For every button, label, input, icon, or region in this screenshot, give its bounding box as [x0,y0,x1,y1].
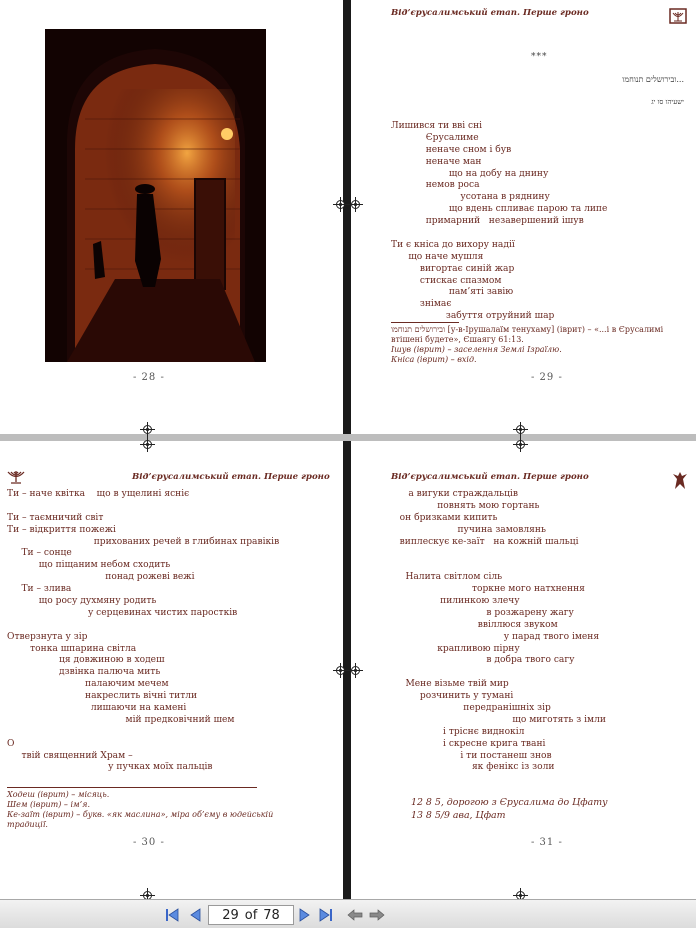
poem-line: немов роса [391,180,480,191]
poem-line: Мене візьме твій мир [391,679,509,690]
poem-line: і тріснє виднокіл [391,726,525,737]
running-header: Від’єрусалимський етап. Перше гроно [391,472,589,482]
poem-line: дзвінка палюча мить [7,667,161,678]
next-page-button[interactable] [296,906,314,924]
page-number-28: - 28 - [133,372,165,383]
poem-line: що вдень спливає парою та липе [391,204,608,215]
poem-line: тонка шпарина світла [7,643,137,654]
poem-line: прихованих речей в глибинах правіків [7,536,280,547]
poem-line: усотана в ряднину [391,192,550,203]
poem-line: і скресне крига твані [391,738,546,749]
poem-line: пучина замовлянь [391,524,546,535]
footnote-1: Ходеш (іврит) – місяць. [7,790,110,799]
page-28 [0,0,343,434]
footnotes [391,322,681,365]
poem-line: твій священний Храм – [7,750,133,761]
poem-text [391,121,607,323]
poem-line: виплескує ке-заїт на кожній шальці [391,536,579,547]
poem-line: в добра твого сагу [391,655,575,666]
poem-line: Ти – злива [7,584,72,595]
epigraph-source: ישעיהו סו יג [651,98,684,106]
epigraph-hebrew: ...ובירושלים תנוחמו [622,75,684,84]
poem-line: стискає спазмом [391,275,502,286]
poem-line: забуття отруйний шар [391,311,555,322]
page-number-31: - 31 - [531,837,563,848]
poem-line: що росу духмяну родить [7,596,157,607]
poem-line: пилинкою злечу [391,596,520,607]
poem-line: знімає [391,299,452,310]
footnote-2: Шем (іврит) – ім’я. [7,800,91,809]
archway-illustration [45,29,266,362]
poem-line: у парад твого іменя [391,631,600,642]
poem-line: неначе ман [391,156,482,167]
poem-line: Отверзнута у зір [7,631,88,642]
next-page-icon [296,906,314,924]
poem-line: і ти постанеш знов [391,750,552,761]
photo-archway [45,29,266,362]
poem-line: повнять мою гортань [391,500,540,511]
poem-line [391,560,606,572]
footnote-1: ובירושלים תנוחמו [у-в-Ірушалаїм тенухаму] (іврит) – «...і в Єрусалимі втішені будете», Єшаягу 61:13. [391,325,664,344]
page-31 [351,441,696,899]
poem-line: що піщаним небом сходить [7,560,171,571]
running-header: Від’єрусалимський етап. Перше гроно [132,472,330,482]
poem-line: ввіллюся звуком [391,619,558,630]
poem-line: накреслить вічні титли [7,691,198,702]
first-page-button[interactable] [163,906,181,924]
forward-arrow-icon [368,906,386,924]
previous-page-icon [186,906,204,924]
forward-view-button[interactable] [368,906,386,924]
registration-mark [336,666,345,675]
poem-line: у пучках моїх пальців [7,762,213,773]
horizontal-gutter [0,434,696,441]
registration-mark [143,425,152,434]
poem-line: що наче мушля [391,251,484,262]
figure-ornament-icon [671,469,689,491]
menorah-icon [6,469,26,485]
poem-line [7,620,279,632]
running-header: Від’єрусалимський етап. Перше гроно [391,8,589,18]
total-pages: 78 [263,907,280,923]
menorah-ornament-icon [669,8,687,24]
back-arrow-icon [346,906,364,924]
poem-line: вигортає синій жар [391,263,515,274]
poem-line: Ти – відкриття пожежі [7,524,116,535]
poem-line: понад рожеві вежі [7,572,195,583]
registration-mark [351,666,360,675]
poem-line: передранішніх зір [391,703,551,714]
registration-mark [143,440,152,449]
last-page-button[interactable] [317,906,335,924]
date-place-2: 13 8 5/9 ава, Цфат [411,810,506,821]
poem-line: палаючим мечем [7,679,169,690]
poem-line [7,727,279,739]
date-place-1: 12 8 5, дорогою з Єрусалима до Цфату [411,797,608,808]
registration-mark [516,440,525,449]
poem-line: Лишився ти вві сні [391,121,483,131]
poem-line: ця довжиною в ходеш [7,655,165,666]
vertical-gutter [343,0,351,899]
footnote-3: Кніса (іврит) – вхід. [391,355,477,364]
page-number-30: - 30 - [133,837,165,848]
footnotes [7,787,307,830]
poem-line [391,667,606,679]
poem-line: а вигуки страждальців [391,489,518,499]
poem-line: О [7,738,15,749]
poem-line: Ти – сонце [7,548,72,559]
last-page-icon [317,906,335,924]
poem-line: лишаючи на камені [7,703,187,714]
poem-line: Єрусалиме [391,132,479,143]
page-29 [351,0,696,434]
poem-line: мій предковічний шем [7,714,235,725]
poem-line: Ти – таємничий світ [7,512,104,523]
poem-line: Ти є кніса до вихору надії [391,239,515,250]
navigation-toolbar [0,899,696,928]
poem-line [391,228,607,240]
poem-text [7,489,279,774]
page-number-29: - 29 - [531,372,563,383]
footnote-3: Ке-заїт (іврит) – букв. «як маслина», міра об’єму в юдейській традиції. [7,810,274,829]
poem-line: як фенікс із золи [391,762,555,773]
first-page-icon [163,906,181,924]
poem-line: що на добу на днину [391,168,549,179]
page-30 [0,441,343,899]
registration-mark [516,425,525,434]
page-number-field[interactable] [208,905,294,925]
previous-page-button[interactable] [186,906,204,924]
poem-line: Ти – наче квітка що в ущелині ясніє [7,489,190,499]
of-label: of [244,907,258,923]
poem-line: розчинить у тумані [391,691,514,702]
registration-mark [351,200,360,209]
poem-text [391,489,606,774]
poem-line [7,501,279,513]
back-view-button[interactable] [346,906,364,924]
poem-line: у серцевинах чистих паростків [7,607,238,618]
poem-line: торкне мого натхнення [391,584,585,595]
poem-line: Налита світлом сіль [391,572,503,583]
current-page: 29 [222,907,239,923]
footnote-2: Ішув (іврит) – заселення Землі Ізраїлю. [391,345,562,354]
poem-line: примарний незавершений ішув [391,216,584,227]
registration-mark [336,200,345,209]
poem-line: що миготять з імли [391,714,606,725]
poem-line: крапливою пірну [391,643,520,654]
section-stars: *** [531,52,548,62]
poem-line: пам’яті завію [391,287,514,298]
poem-line: он бризками кипить [391,512,498,523]
poem-line: в розжарену жагу [391,607,574,618]
poem-line: неначе сном і був [391,144,512,155]
poem-line [391,548,606,560]
